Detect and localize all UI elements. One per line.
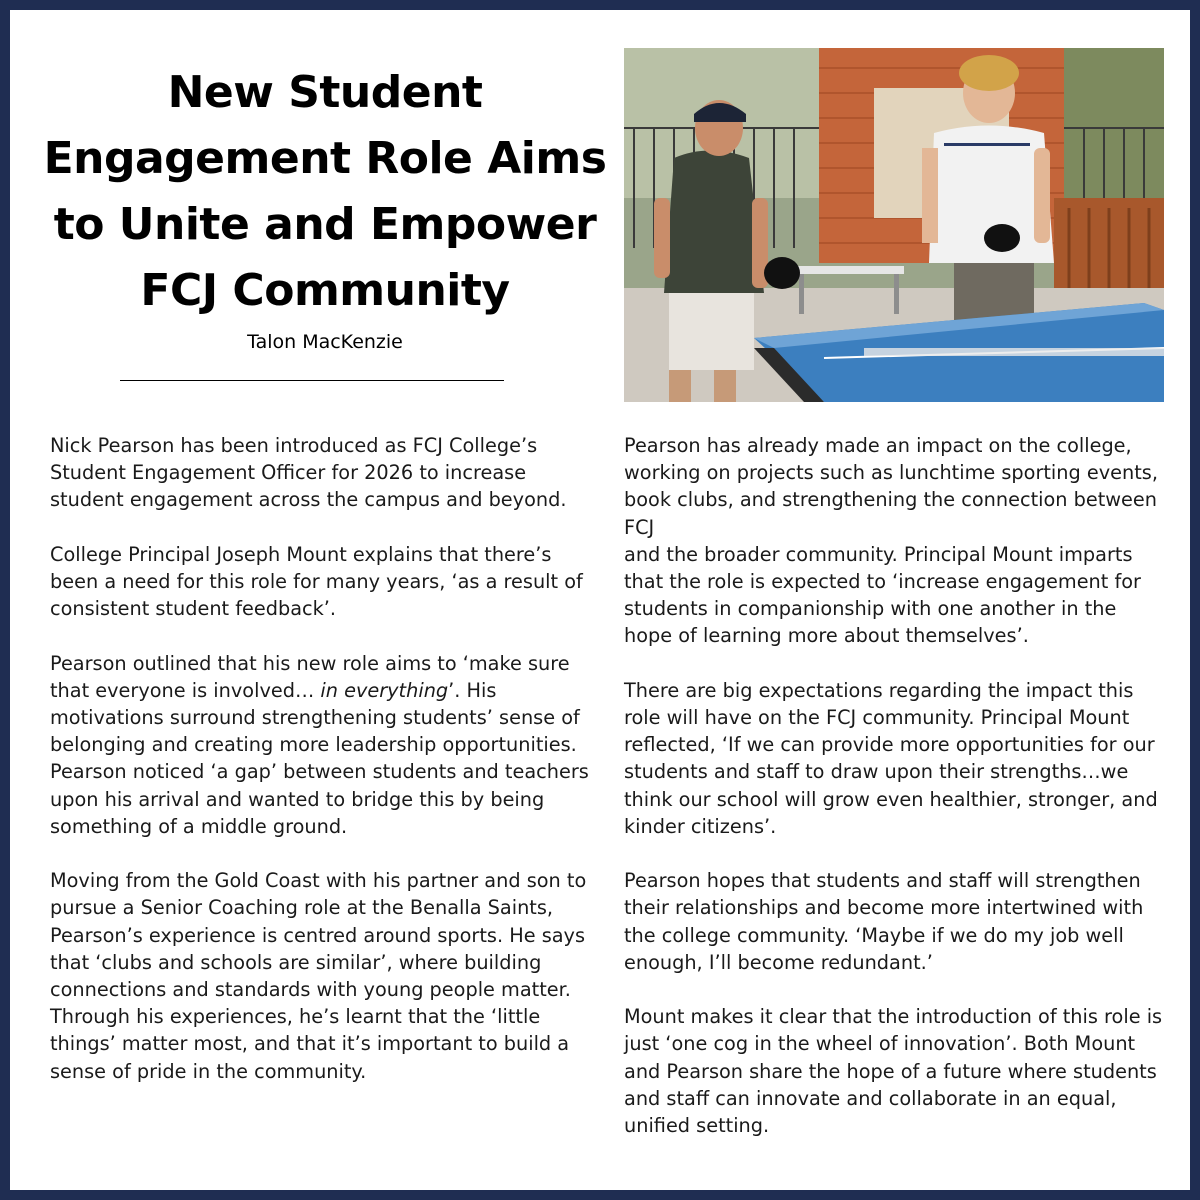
paragraph: College Principal Joseph Mount explains that there’s been a need for this role for many years, ‘as a result of consistent student feedback’.: [50, 542, 583, 621]
paragraph-text: ’. His motivations surround strengthening students’ sense of belonging and creating more leadership opportunities. Pearson noticed ‘a gap’ between students and teachers upon his arrival and wanted to bridge this by being something of a middle ground.: [50, 678, 589, 838]
article-column-left: [50, 432, 595, 1112]
author-byline: Talon MacKenzie: [247, 331, 403, 353]
paragraph: There are big expectations regarding the impact this role will have on the FCJ community. Principal Mount reflected, ‘If we can provide more opportunities for our students and staff to draw upon their strengths…we think our school will grow even healthier, stronger, and kinder citizens’.: [624, 678, 1158, 838]
title-divider: [120, 380, 504, 381]
emphasized-text: in everything: [320, 678, 449, 702]
article-photo: [624, 48, 1164, 402]
paragraph: Pearson hopes that students and staff will strengthen their relationships and become more intertwined with the college community. ‘Maybe if we do my job well enough, I’ll become redundant.’: [624, 869, 1144, 974]
article-title: New Student Engagement Role Aims to Unite and Empower FCJ Community: [43, 67, 607, 316]
paragraph: Nick Pearson has been introduced as FCJ College’s Student Engagement Officer for 2026 to increase student engagement across the campus and beyond.: [50, 434, 567, 512]
paragraph: Pearson has already made an impact on the college, working on projects such as lunchtime sporting events, book clubs, and strengthening the connection between FCJ and the broader community. Principal Mount imparts that the role is expected to ‘increase engagement for students in companionship with one another in the hope of learning more about themselves’.: [624, 434, 1158, 648]
article-column-right: [624, 432, 1169, 1166]
paragraph: Moving from the Gold Coast with his partner and son to pursue a Senior Coaching role at the Benalla Saints, Pearson’s experience is centred around sports. He says that ‘clubs and schools are similar’, where building connections and standards with young people matter. Through his experiences, he’s learnt that the ‘little things’ matter most, and that it’s important to build a sense of pride in the community.: [50, 869, 587, 1083]
paragraph: [50, 650, 595, 840]
paragraph: Mount makes it clear that the introduction of this role is just ‘one cog in the wheel of innovation’. Both Mount and Pearson share the hope of a future where students and staff can innovate and collaborate in an equal, unified setting.: [624, 1005, 1163, 1138]
article-page: [10, 10, 1190, 1190]
paragraph-text: Pearson outlined that his new role aims to ‘make sure that everyone is involved…: [50, 651, 570, 702]
ping-pong-photo-illustration: [624, 48, 1164, 402]
